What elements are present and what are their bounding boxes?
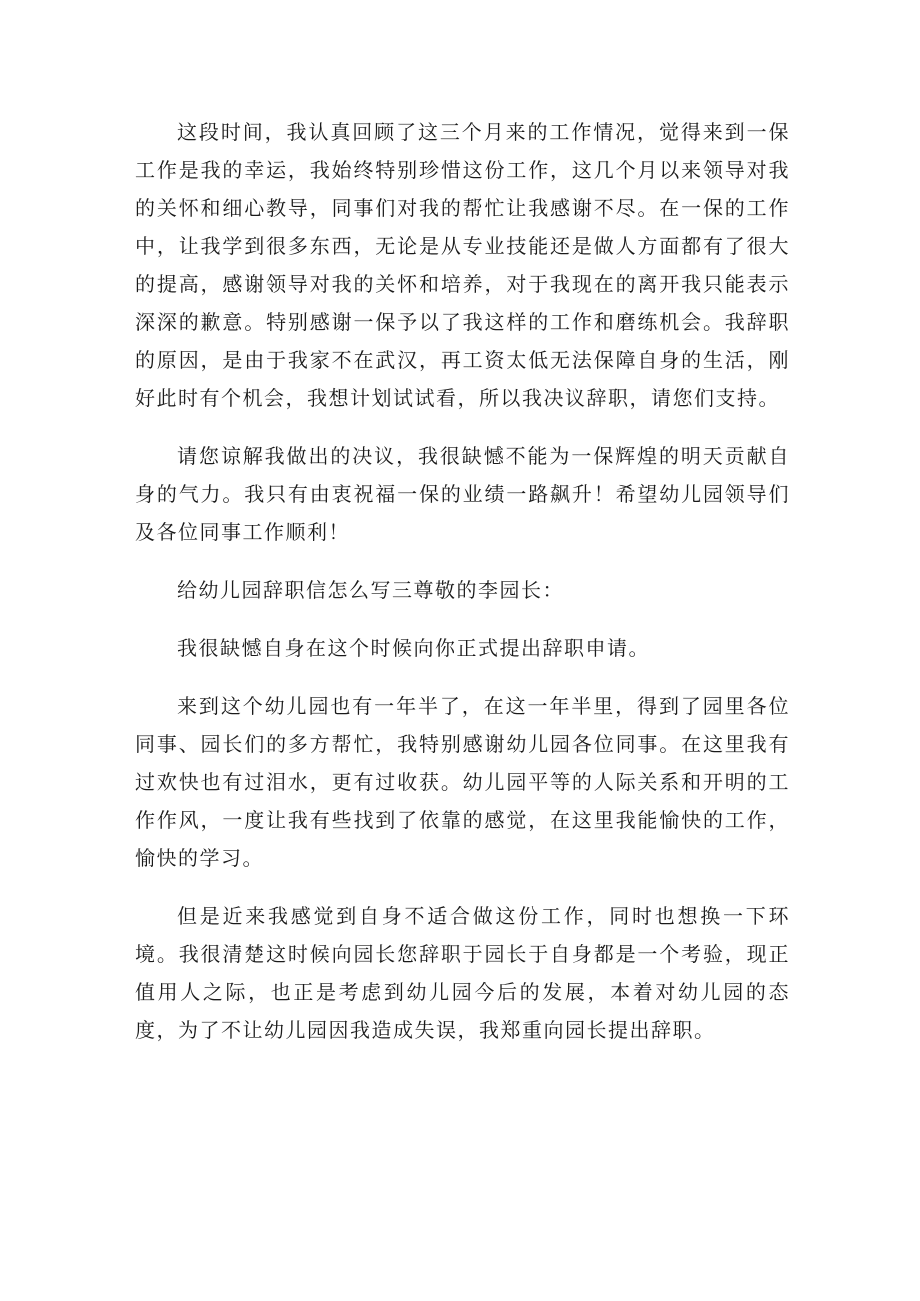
- paragraph-3-salutation: 给幼儿园辞职信怎么写三尊敬的李园长：: [177, 578, 564, 602]
- paragraph-1: 这段时间，我认真回顾了这三个月来的工作情况，觉得来到一保工作是我的幸运，我始终特别珍惜这份工作，这几个月以来领导对我的关怀和细心教导，同事们对我的帮忙让我感谢不尽。在一保的工作中，让我学到很多东西，无论是从专业技能还是做人方面都有了很大的提高，感谢领导对我的关怀和培养，对于我现在的离开我只能表示深深的歉意。特别感谢一保予以了我这样的工作和磨练机会。我辞职的原因，是由于我家不在武汉，再工资太低无法保障自身的生活，刚好此时有个机会，我想计划试试看，所以我决议辞职，请您们支持。: [135, 120, 790, 410]
- paragraph-2: 请您谅解我做出的决议，我很缺憾不能为一保辉煌的明天贡献自身的气力。我只有由衷祝福一保的业绩一路飙升！希望幼儿园领导们及各位同事工作顺利！: [135, 444, 790, 544]
- paragraph-6: 但是近来我感觉到自身不适合做这份工作，同时也想换一下环境。我很清楚这时候向园长您辞职于园长于自身都是一个考验，现正值用人之际，也正是考虑到幼儿园今后的发展，本着对幼儿园的态度，为了不让幼儿园因我造成失误，我郑重向园长提出辞职。: [135, 904, 790, 1042]
- document-body: [135, 113, 790, 1069]
- paragraph-5: 来到这个幼儿园也有一年半了，在这一年半里，得到了园里各位同事、园长们的多方帮忙，我特别感谢幼儿园各位同事。在这里我有过欢快也有过泪水，更有过收获。幼儿园平等的人际关系和开明的工作作风，一度让我有些找到了依靠的感觉，在这里我能愉快的工作，愉快的学习。: [135, 694, 790, 870]
- paragraph-4: 我很缺憾自身在这个时候向你正式提出辞职申请。: [177, 636, 650, 660]
